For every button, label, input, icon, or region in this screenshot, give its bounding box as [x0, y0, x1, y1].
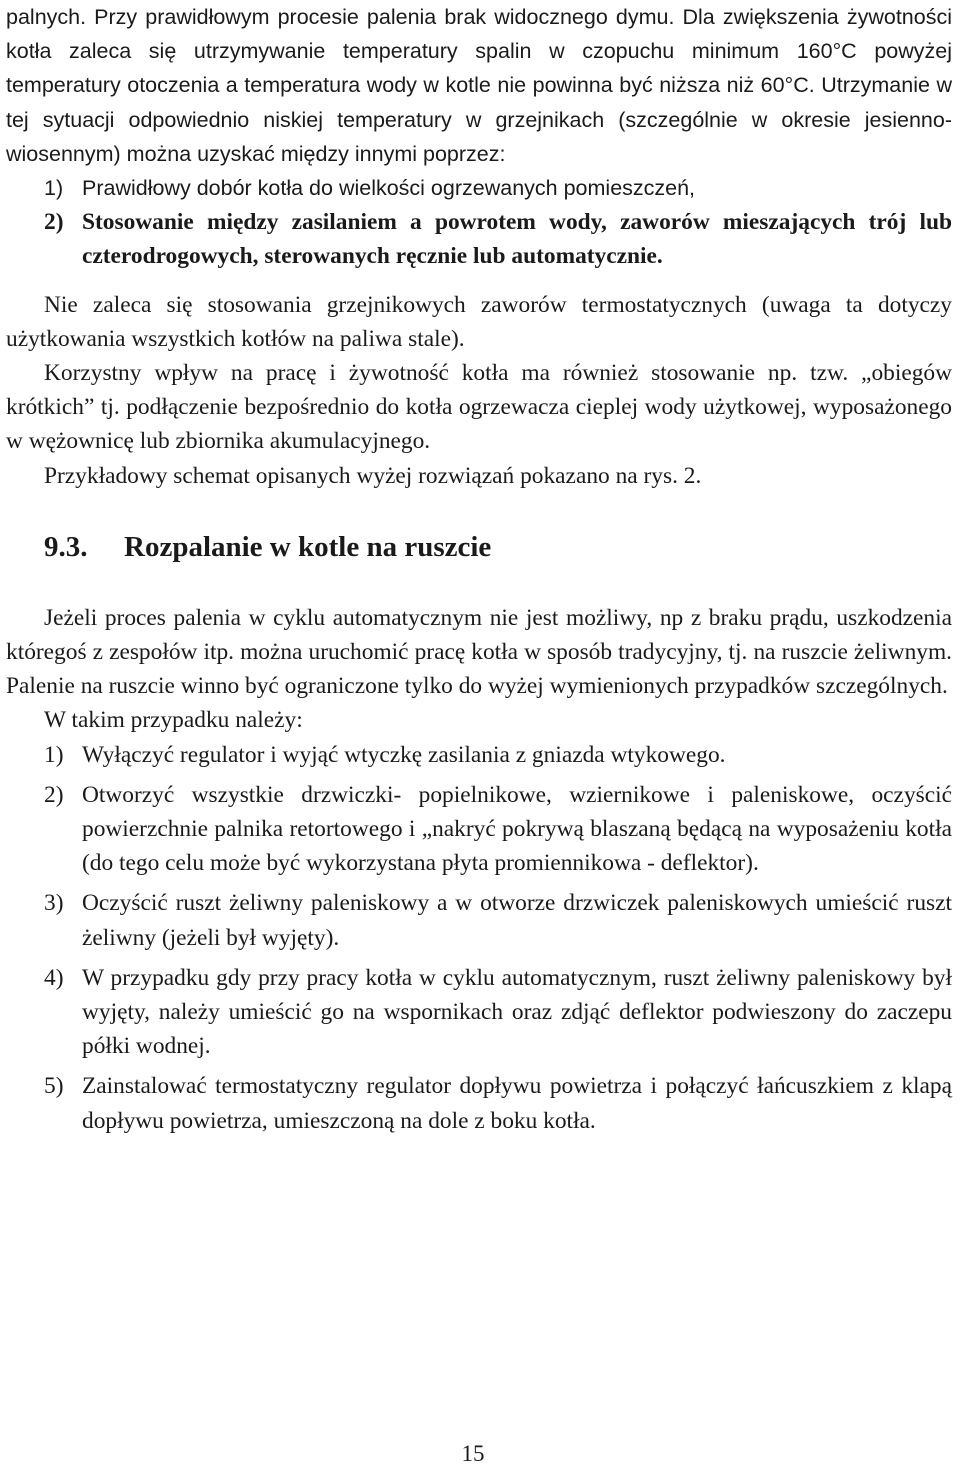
list-item [6, 738, 952, 772]
opening-paragraph-part2: Utrzymanie w tej sytuacji odpowiednio niskiej temperatury w grzejnikach (szczególnie w okresie jesienno-wiosennym) można uzyskać między innymi poprzez: [6, 73, 952, 166]
section-number: 9.3. [44, 530, 88, 563]
list-item-number: 1) [44, 176, 64, 201]
spacer [6, 274, 952, 288]
spacer [6, 567, 952, 601]
list-item-number: 4) [44, 964, 64, 991]
spacer [6, 493, 952, 527]
paragraph-grate-intro: Jeżeli proces palenia w cyklu automatycznym nie jest możliwy, np z braku prądu, uszkodzenia któregoś z zespołów itp. można uruchomić pracę kotła w sposób tradycyjny, tj. na ruszcie żeliwnym. Palenie na ruszcie winno być ograniczone tylko do wyżej wymienionych przypadków szczególnych. [6, 604, 952, 700]
first-list [6, 171, 952, 274]
list-item-number: 2) [44, 209, 64, 236]
list-item-text: W przypadku gdy przy pracy kotła w cyklu automatycznym, ruszt żeliwny paleniskowy był wyjęty, należy umieścić go na wspornikach oraz zdjąć deflektor podwieszony do zaczepu półki wodnej. [82, 964, 952, 1060]
section-title: Rozpalanie w kotle na ruszcie [124, 530, 492, 563]
list-item [6, 205, 952, 273]
list-item-text: Prawidłowy dobór kotła do wielkości ogrzewanych pomieszczeń, [82, 176, 696, 201]
paragraph-in-this-case: W takim przypadku należy: [44, 707, 303, 734]
paragraph-example-diagram: Przykładowy schemat opisanych wyżej rozwiązań pokazano na rys. 2. [44, 462, 702, 489]
list-item-text: Stosowanie między zasilaniem a powrotem wody, zaworów mieszających trój lub czterodrogowych, sterowanych ręcznie lub automatycznie. [82, 209, 952, 270]
list-item-text: Wyłączyć regulator i wyjąć wtyczkę zasilania z gniazda wtykowego. [82, 741, 726, 768]
list-item-number: 1) [44, 741, 64, 768]
page-number: 15 [461, 1441, 485, 1466]
list-item-text: Zainstalować termostatyczny regulator dopływu powietrza i połączyć łańcuszkiem z klapą dopływu powietrza, umieszczoną na dole z boku kotła. [82, 1073, 952, 1134]
opening-paragraph-part1: palnych. Przy prawidłowym procesie palenia brak widocznego dymu. Dla zwiększenia żywotności kotła zaleca się utrzymywanie temperatury spalin w czopuchu minimum 160°C powyżej temperatury otoczenia a temperatura wody w kotle nie powinna być niższa niż 60°C. [6, 5, 952, 98]
list-item [6, 778, 952, 881]
paragraph-short-circuits: Korzystny wpływ na pracę i żywotność kotła ma również stosowanie np. tzw. „obiegów krótkich” tj. podłączenie bezpośrednio do kotła ogrzewacza cieplej wody użytkowej, wyposażonego w wężownicę lub zbiornika akumulacyjnego. [6, 360, 952, 455]
opening-paragraph [6, 0, 952, 171]
paragraph-thermostatic-valves: Nie zaleca się stosowania grzejnikowych zaworów termostatycznych (uwaga ta dotyczy użytkowania wszystkich kotłów na paliwa stale). [6, 291, 952, 352]
list-item [6, 171, 952, 205]
list-item [6, 886, 952, 954]
list-item-number: 2) [44, 781, 64, 808]
section-heading [6, 527, 952, 567]
list-item-text: Oczyścić ruszt żeliwny paleniskowy a w otworze drzwiczek paleniskowych umieścić ruszt żeliwny (jeżeli był wyjęty). [82, 890, 952, 951]
list-item-number: 5) [44, 1073, 64, 1100]
list-item [6, 1069, 952, 1137]
list-item-number: 3) [44, 890, 64, 917]
document-page [6, 0, 952, 1138]
list-item-text: Otworzyć wszystkie drzwiczki- popielnikowe, wziernikowe i paleniskowe, oczyścić powierzchnie palnika retortowego i „nakryć pokrywą blaszaną będącą na wyposażeniu kotła (do tego celu może być wykorzystana płyta promiennikowa - deflektor). [82, 781, 952, 877]
second-list [6, 738, 952, 1138]
list-item [6, 961, 952, 1064]
